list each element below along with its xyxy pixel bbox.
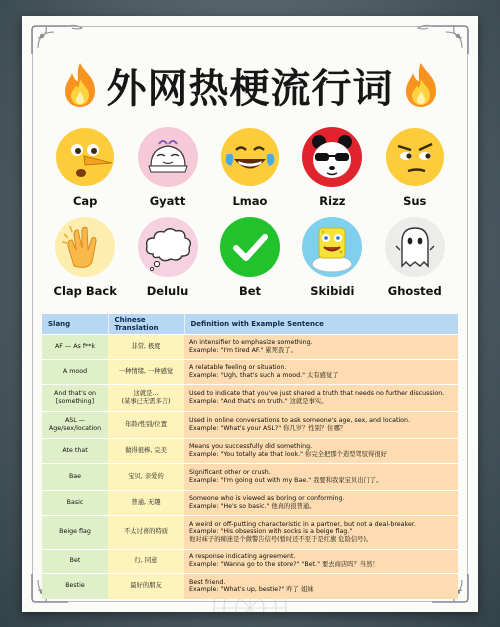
emoji-row-1 bbox=[22, 126, 478, 208]
definition-cell-line: 他对袜子的痴迷是个微警告信号(暂时还不至于是红旗 危险信号)。 bbox=[189, 535, 373, 543]
chinese-cell bbox=[108, 359, 184, 384]
chinese-cell-line: (某事已无需多言) bbox=[121, 397, 171, 405]
chinese-cell bbox=[108, 515, 184, 549]
definition-cell bbox=[184, 384, 458, 411]
table-row bbox=[42, 490, 458, 515]
emoji-skibidi bbox=[295, 216, 369, 298]
chinese-cell-line: 最好的朋友 bbox=[130, 582, 162, 590]
chinese-cell bbox=[108, 490, 184, 515]
table-body bbox=[42, 334, 458, 599]
emoji-label: Lmao bbox=[232, 194, 268, 208]
chinese-cell-line: 不太讨喜的特质 bbox=[123, 528, 169, 536]
chinese-cell-line: 普通, 无趣 bbox=[131, 498, 161, 506]
slang-cell-line: Ate that bbox=[62, 446, 88, 454]
emoji-label: Rizz bbox=[319, 194, 346, 208]
definition-cell-line: Example: "Ugh, that's such a mood." 太有感觉了 bbox=[189, 371, 339, 379]
chinese-cell-line: 一种情绪, 一种感觉 bbox=[118, 367, 174, 375]
panda-sunglasses-icon bbox=[301, 126, 363, 188]
slang-cell-line: Bestie bbox=[65, 582, 85, 590]
definition-cell-line: A response indicating agreement. bbox=[189, 553, 296, 561]
thought-cloud-icon bbox=[137, 216, 199, 278]
slang-cell bbox=[42, 549, 108, 573]
table-row bbox=[42, 515, 458, 549]
slang-cell bbox=[42, 384, 108, 411]
peeking-face-icon bbox=[137, 126, 199, 188]
clapping-hands-icon bbox=[54, 216, 116, 278]
emoji-label: Sus bbox=[403, 194, 427, 208]
table-row bbox=[42, 359, 458, 384]
definition-cell-line: An intensifier to emphasize something. bbox=[189, 338, 313, 346]
definition-cell-line: Example: "What's up, bestie?" 咋了 姐妹 bbox=[189, 586, 314, 594]
slang-cell bbox=[42, 411, 108, 438]
definition-cell-line: Used to indicate that you've just shared a truth that needs no further discussion. bbox=[189, 389, 445, 397]
corner-ornament-icon bbox=[414, 22, 472, 58]
table-row bbox=[42, 384, 458, 411]
sponge-toilet-icon bbox=[301, 216, 363, 278]
slang-cell bbox=[42, 490, 108, 515]
definition-cell-line: Best friend. bbox=[189, 578, 226, 586]
emoji-row-2 bbox=[22, 216, 478, 298]
chinese-cell bbox=[108, 334, 184, 359]
definition-cell bbox=[184, 549, 458, 573]
emoji-label: Ghosted bbox=[387, 284, 442, 298]
table-row bbox=[42, 411, 458, 438]
slang-cell bbox=[42, 334, 108, 359]
definition-cell bbox=[184, 573, 458, 599]
chinese-cell bbox=[108, 549, 184, 573]
slang-cell-line: Beige flag bbox=[59, 528, 91, 536]
definition-cell-line: Example: "His obsession with socks is a beige flag." bbox=[189, 528, 353, 536]
emoji-label: Gyatt bbox=[149, 194, 186, 208]
slang-cell-line: Bet bbox=[69, 557, 81, 565]
emoji-gyatt bbox=[131, 126, 205, 208]
chinese-cell-line: 宝贝, 亲爱的 bbox=[128, 472, 164, 480]
emoji-cap bbox=[48, 126, 122, 208]
definition-cell-line: Example: "I'm tired AF." 累死我了。 bbox=[189, 346, 297, 354]
table-row bbox=[42, 334, 458, 359]
emoji-label: Clap Back bbox=[53, 284, 117, 298]
fire-icon bbox=[59, 61, 101, 109]
slang-cell-line: Bae bbox=[68, 472, 82, 480]
slang-cell-line: AF — As f**k bbox=[55, 342, 95, 350]
slang-cell-line: Basic bbox=[66, 498, 84, 506]
slang-cell bbox=[42, 463, 108, 490]
poster bbox=[22, 16, 478, 612]
nose-face-icon bbox=[54, 126, 116, 188]
definition-cell bbox=[184, 359, 458, 384]
definition-cell-line: Example: "And that's on truth." 这就是事实。 bbox=[189, 397, 328, 405]
definition-cell-line: Example: "I'm going out with my Bae." 我要和我家宝贝出门了。 bbox=[189, 476, 383, 484]
definition-cell-line: Example: "He's so basic." 他真的很普通。 bbox=[189, 502, 316, 510]
definition-cell-line: Significant other or crush. bbox=[189, 468, 271, 476]
page-title: 外网热梗流行词 bbox=[106, 65, 394, 112]
definition-cell-line: Example: "Wanna go to the store?" "Bet." 要去商店吗？当然！ bbox=[189, 561, 379, 568]
emoji-clap-back bbox=[48, 216, 122, 298]
emoji-label: Delulu bbox=[146, 284, 189, 298]
slang-cell-line: Age/sex/location bbox=[48, 424, 102, 432]
slang-cell-line: A mood bbox=[62, 367, 88, 375]
chinese-cell-line: 这就是... bbox=[133, 389, 159, 397]
definition-cell-line: Example: "You totally ate that look." 你完全把那个造型驾驭得很好 bbox=[189, 450, 387, 458]
slang-cell bbox=[42, 573, 108, 599]
table-row bbox=[42, 549, 458, 573]
slang-cell bbox=[42, 359, 108, 384]
slang-cell-line: [something] bbox=[55, 397, 95, 405]
emoji-ghosted bbox=[378, 216, 452, 298]
check-mark-icon bbox=[219, 216, 281, 278]
chinese-cell bbox=[108, 438, 184, 463]
slang-table bbox=[42, 314, 458, 599]
table-row bbox=[42, 573, 458, 599]
definition-cell-line: Means you successfully did something. bbox=[189, 442, 313, 450]
slang-cell bbox=[42, 438, 108, 463]
definition-cell-line: A weird or off-putting characteristic in a partner, but not a deal-breaker. bbox=[189, 520, 416, 528]
slang-cell-line: ASL — bbox=[64, 416, 86, 424]
definition-cell bbox=[184, 438, 458, 463]
definition-cell-line: A relatable feeling or situation. bbox=[189, 363, 287, 371]
emoji-lmao bbox=[213, 126, 287, 208]
emoji-sus bbox=[378, 126, 452, 208]
chinese-cell-line: 年龄/性别/位置 bbox=[124, 420, 168, 428]
laughing-tears-icon bbox=[219, 126, 281, 188]
header-chinese: Chinese Translation bbox=[108, 314, 184, 334]
definition-cell bbox=[184, 515, 458, 549]
definition-cell bbox=[184, 411, 458, 438]
title-bar bbox=[22, 56, 478, 114]
emoji-label: Skibidi bbox=[310, 284, 355, 298]
slang-table-wrapper bbox=[42, 314, 458, 602]
slang-cell bbox=[42, 515, 108, 549]
definition-cell-line: Someone who is viewed as boring or conforming. bbox=[189, 494, 345, 502]
header-slang: Slang bbox=[42, 314, 108, 334]
chinese-cell bbox=[108, 573, 184, 599]
chinese-cell-line: 做得很棒, 完美 bbox=[125, 446, 167, 454]
definition-cell bbox=[184, 463, 458, 490]
emoji-bet bbox=[213, 216, 287, 298]
chinese-cell bbox=[108, 463, 184, 490]
definition-cell-line: Used in online conversations to ask someone's age, sex, and location. bbox=[189, 416, 411, 424]
emoji-label: Bet bbox=[238, 284, 261, 298]
chinese-cell bbox=[108, 384, 184, 411]
table-row bbox=[42, 463, 458, 490]
emoji-delulu bbox=[131, 216, 205, 298]
header-definition: Definition with Example Sentence bbox=[184, 314, 458, 334]
table-header-row bbox=[42, 314, 458, 334]
chinese-cell bbox=[108, 411, 184, 438]
fire-icon bbox=[400, 61, 442, 109]
slang-cell-line: And that's on bbox=[54, 389, 96, 397]
chinese-cell-line: 非常, 极度 bbox=[131, 342, 161, 350]
chinese-cell-line: 行, 同意 bbox=[134, 557, 158, 565]
definition-cell bbox=[184, 334, 458, 359]
emoji-label: Cap bbox=[72, 194, 98, 208]
suspicious-face-icon bbox=[384, 126, 446, 188]
definition-cell-line: Example: "What's your ASL?" 你几岁？性别？住哪？ bbox=[189, 424, 347, 432]
table-row bbox=[42, 438, 458, 463]
ghost-icon bbox=[384, 216, 446, 278]
definition-cell bbox=[184, 490, 458, 515]
corner-ornament-icon bbox=[28, 22, 86, 58]
emoji-rizz bbox=[295, 126, 369, 208]
